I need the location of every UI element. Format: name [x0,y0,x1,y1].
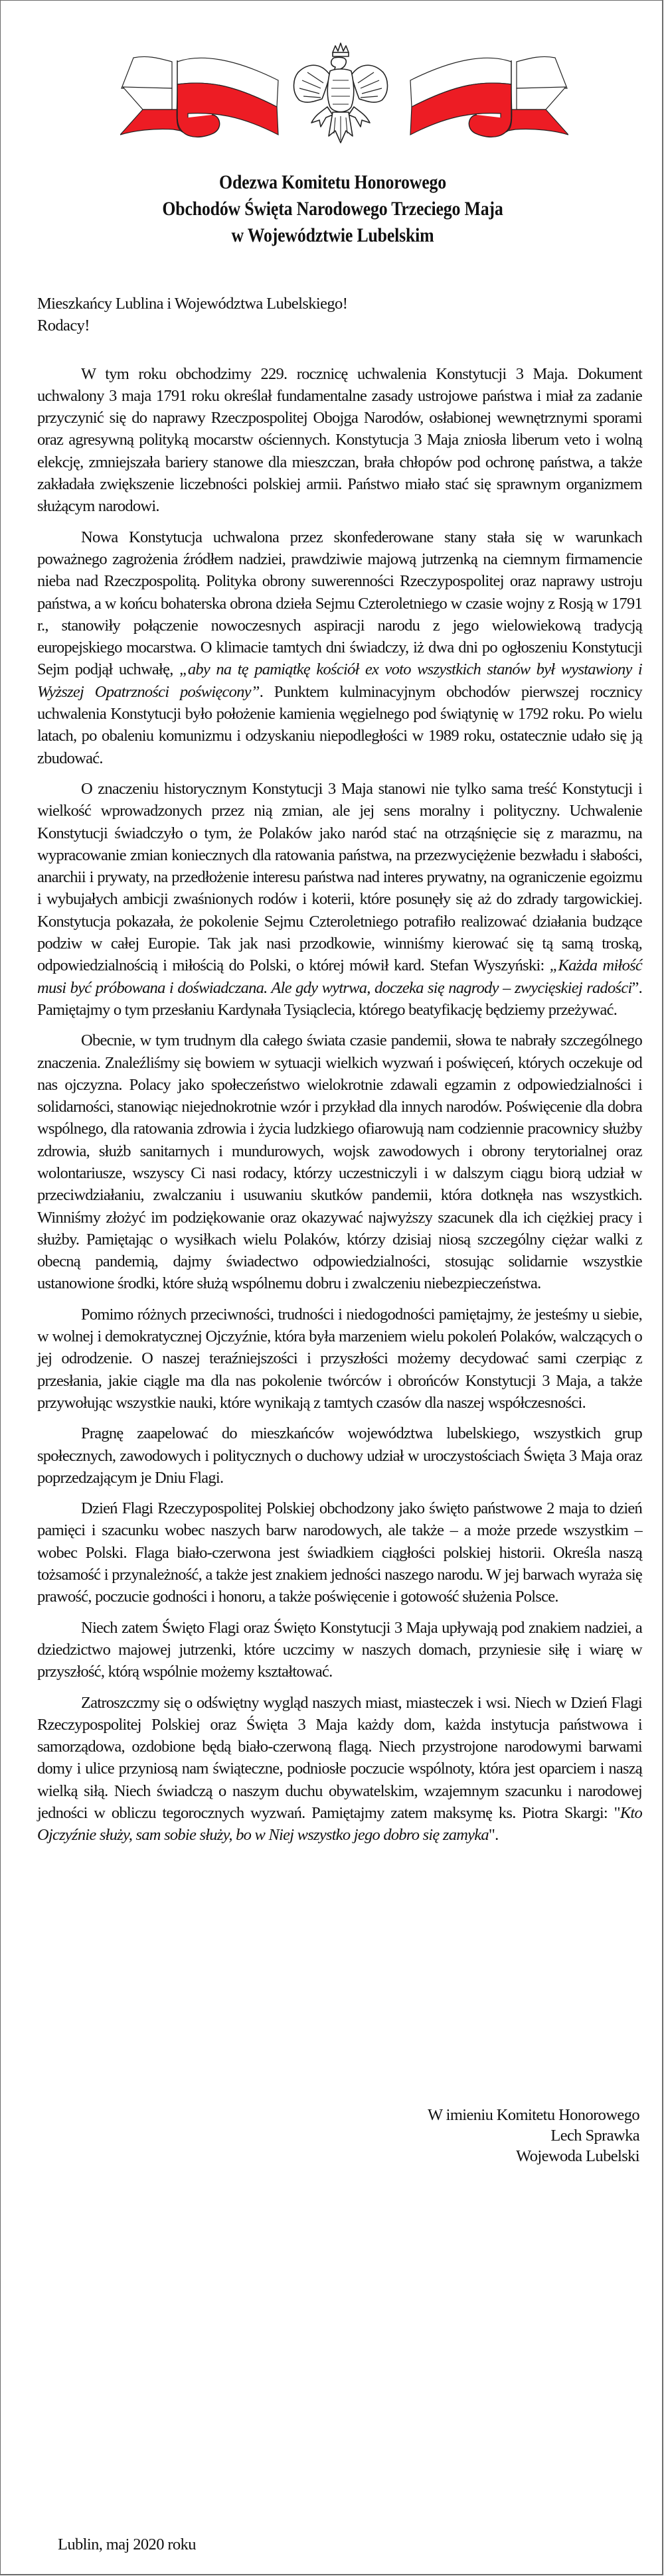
salutation-line-2: Rodacy! [37,317,90,335]
title-line-1: Odezwa Komitetu Honorowego [219,171,446,193]
paragraph-text: Pomimo różnych przeciwności, trudności i niedogodności pamiętajmy, że jesteśmy u siebie, w wolnej i demokratycznej Ojczyźnie, która była marzeniem wielu pokoleń Polaków, walczących o jej odrodzenie. O naszej teraźniejszości i przyszłości możemy decydować sami czerpiąc z przesłania, jakie ciągle ma dla nas pokolenie twórców i obrońców Konstytucji 3 Maja, a także przywołując wszystkie nauki, które wynikają z tamtych czasów dla naszej współczesności. [37,1305,642,1412]
letter-body [37,293,642,1855]
paragraph-text: Nowa Konstytucja uchwalona przez skonfederowane stany stała się w warunkach poważnego zagrożenia źródłem nadziei, prawdziwie majową jutrzenką na ciemnym firmamencie nieba nad Rzeczpospolitą. Polityka obrony suwerenności Rzeczypospolitej oraz naprawy ustroju państwa, a w końcu bohaterska obrona dzieła Sejmu Czteroletniego w czasie wojny z Rosją w 1791 r., stanowiły połączenie nowoczesnych aspiracji narodu z jego wielowiekową tradycją europejskiego mocarstwa. O klimacie tamtych dni świadczy, iż dwa dni po ogłoszeniu Konstytucji Sejm podjął uchwałę, [37,528,642,679]
quotation: „aby na tę pamiątkę kościół ex voto wszystkich stanów był wystawiony i Wyższej Opatrzności poświęcony” [37,660,642,701]
signature-name: Lech Sprawka [550,2127,639,2145]
signature-title: Wojewoda Lubelski [516,2147,639,2165]
title-line-2: Obchodów Święta Narodowego Trzeciego Maja [162,198,503,220]
signature-block [428,2105,639,2166]
paragraph-text: Pragnę zaapelować do mieszkańców województwa lubelskiego, wszystkich grup społecznych, zawodowych i politycznych o duchowy udział w uroczystościach Święta 3 Maja oraz poprzedzającym je Dniu Flagi. [37,1424,642,1487]
paragraph-text: Zatroszczmy się o odświętny wygląd naszych miast, miasteczek i wsi. Niech w Dzień Flagi Rzeczypospolitej Polskiej oraz Święta 3 Maja każdy dom, każda instytucja państwowa i samorządowa, ozdobione będą biało-czerwoną flagą. Niech przystrojone narodowymi barwami domy i ulice przyniosą nam świąteczne, podniosłe poczucie wspólnoty, która jest oparciem i naszą wielką siłą. Niech świadczą o naszym duchu obywatelskim, wzajemnym szacunku i narodowej jedności w obliczu tegorocznych wyzwań. Pamiętajmy zatem maksymę ks. Piotra Skargi: " [37,1693,642,1822]
right-flag-ribbon-icon [396,40,568,147]
body-paragraph [37,1497,642,1608]
salutation-line-1: Mieszkańcy Lublina i Województwa Lubelskiego! [37,295,348,313]
paragraph-text: W tym roku obchodzimy 229. rocznicę uchwalenia Konstytucji 3 Maja. Dokument uchwalony 3 maja 1791 roku określał fundamentalne zasady ustrojowe państwa i miał za zadanie przyczynić się do naprawy Rzeczpospolitej Obojga Narodów, osłabionej wewnętrznymi sporami oraz agresywną polityką mocarstw ościennych. Konstytucja 3 Maja zniosła liberum veto i wolną elekcję, zmniejszała bariery stanowe dla mieszczan, brała chłopów pod ochronę państwa, a także zakładała zwiększenie liczebności polskiej armii. Państwo miało stać się sprawnym organizmem służącym narodowi. [37,364,642,516]
salutation [37,293,642,337]
body-paragraph [37,778,642,1021]
place-and-date: Lublin, maj 2020 roku [58,2536,196,2553]
body-paragraph [37,1617,642,1683]
paragraph-text: Niech zatem Święto Flagi oraz Święto Konstytucji 3 Maja upływają pod znakiem nadziei, a dziedzictwo majowej jutrzenki, które uczcimy w naszych domach, przyniesie siłę i wiarę w przyszłość, którą wspólnie możemy kształtować. [37,1618,642,1681]
paragraph-text: Obecnie, w tym trudnym dla całego świata czasie pandemii, słowa te nabrały szczególnego znaczenia. Znaleźliśmy się bowiem w sytuacji wielkich wyzwań i poświęceń, których oczekuje od nas ojczyzna. Polacy jako społeczeństwo wielokrotnie zdawali egzamin z odpowiedzialności i solidarności, stanowiąc niejednokrotnie wzór i przykład dla innych narodów. Poświęcenie dla dobra wspólnego, dla ratowania zdrowia i życia ludzkiego ofiarowują nam codziennie pracownicy służby zdrowia, służb sanitarnych i mundurowych, wojsk zawodowych i obrony terytorialnej oraz wolontariusze, wszyscy Ci nasi rodacy, którzy uczestniczyli i w dalszym ciągu biorą udział w przeciwdziałaniu, zwalczaniu i usuwaniu skutków pandemii, która dotknęła nas wszystkich. Winniśmy złożyć im podziękowanie oraz okazywać najwyższy szacunek dla ich ciężkiej pracy i służby. Pamiętając o wysiłkach wielu Polaków, którzy dzisiaj niosą szczególny ciężar walki z obecną pandemią, dajmy świadectwo odpowiedzialności, stosując solidarnie wszystkie ustanowione środki, które służą wspólnemu dobru i zwalczeniu niebezpieczeństwa. [37,1031,642,1293]
body-paragraph [37,1692,642,1847]
paragraph-text: ". [488,1826,499,1845]
paragraph-text: . Punktem kulminacyjnym obchodów pierwszej rocznicy uchwalenia Konstytucji było położenie kamienia węgielnego pod świątynię w 1792 roku. Po wielu latach, po obaleniu komunizmu i odzyskaniu niepodległości w 1989 roku, ostatecznie udało się ją zbudować. [37,682,642,767]
left-flag-ribbon-icon [120,40,293,147]
paragraphs [37,363,642,1847]
body-paragraph [37,1422,642,1489]
paragraph-text: O znaczeniu historycznym Konstytucji 3 Maja stanowi nie tylko sama treść Konstytucji i wielkość wprowadzonych przez nią zmian, ale jej sens moralny i polityczny. Uchwalenie Konstytucji świadczyło o tym, że Polaków jako naród stać na otrząśnięcie się z marazmu, na wypracowanie zmian koniecznych dla ratowania państwa, na przezwyciężenie bezwładu i słabości, anarchii i prywaty, na przedłożenie interesu państwa nad interes prywatny, na ograniczenie egoizmu i wybujałych ambicji zwaśnionych rodów i koterii, które posunęły się aż do zdrady targowickiej. Konstytucja pokazała, że pokolenie Sejmu Czteroletniego potrafiło realizować działania budzące podziw w całej Europie. Tak jak nasi przodkowie, winniśmy kierować się tą samą troską, odpowiedzialnością i miłością do Polski, o której mówił kard. Stefan Wyszyński: [37,779,642,975]
body-paragraph [37,1304,642,1414]
quotation: Kto Ojczyźnie służy, sam sobie służy, bo w Niej wszystko jego dobro się zamyka [37,1804,642,1845]
body-paragraph [37,363,642,518]
document-title [47,169,618,249]
title-line-3: w Województwie Lubelskim [231,224,434,246]
quotation: „Każda miłość musi być próbowana i doświadczana. Ale gdy wytrwa, doczeka się nagrody – zwycięskiej radości [37,956,642,997]
body-paragraph [37,1029,642,1295]
signature-line-on-behalf: W imieniu Komitetu Honorowego [428,2106,639,2124]
paragraph-text: ”. Pamiętajmy o tym przesłaniu Kardynała Tysiąclecia, którego beatyfikację będziemy przeżywać. [37,978,642,1019]
white-eagle-emblem-icon [286,40,392,147]
body-paragraph [37,526,642,769]
paragraph-text: Dzień Flagi Rzeczypospolitej Polskiej obchodzony jako święto państwowe 2 maja to dzień pamięci i szacunku wobec naszych barw narodowych, ale także – a może przede wszystkim – wobec Polski. Flaga biało-czerwona jest świadkiem ciągłości polskiej historii. Określa naszą tożsamość i przynależność, a także jest znakiem jedności naszego narodu. W jej barwach wyraża się prawość, poczucie godności i honoru, a także poświęcenie i gotowość służenia Polsce. [37,1499,642,1606]
